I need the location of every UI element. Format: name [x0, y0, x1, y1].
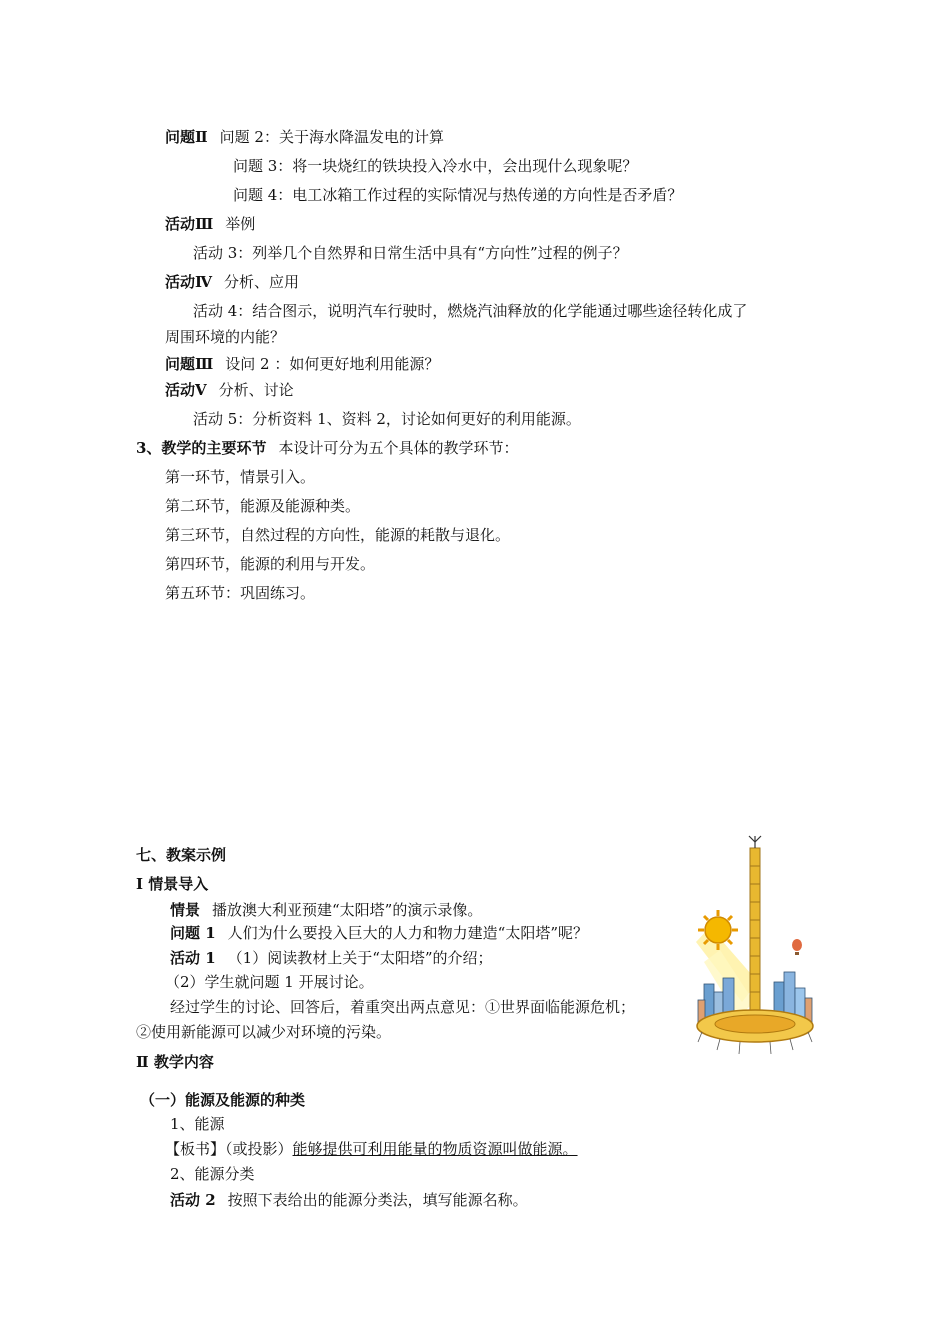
step-2: 第二环节，能源及能源种类。 [165, 497, 361, 515]
activity-2-text: 按照下表给出的能源分类法，填写能源名称。 [227, 1191, 528, 1209]
board-row [165, 1139, 578, 1159]
step-5: 第五环节：巩固练习。 [165, 584, 316, 602]
solar-tower-illustration [690, 832, 818, 1060]
subsection-i-heading: Ⅰ 情景导入 [136, 875, 209, 893]
sun-icon [698, 910, 738, 950]
activity-iii-heading: 活动Ⅲ [165, 215, 214, 233]
activity-iii-title: 举例 [225, 215, 256, 233]
step-4: 第四环节，能源的利用与开发。 [165, 555, 376, 573]
activity-5-text: 活动 5：分析资料 1、资料 2，讨论如何更好的利用能源。 [193, 410, 581, 428]
activity-4-text-line1: 活动 4：结合图示，说明汽车行驶时，燃烧汽油释放的化学能通过哪些途径转化成了 [193, 302, 748, 320]
activity-4-text-line2: 周围环境的内能？ [165, 328, 286, 346]
board-label: 【板书】 [165, 1140, 226, 1158]
scene-heading: 情景 [170, 901, 201, 919]
section-3-heading: 3、教学的主要环节 [136, 439, 267, 457]
activity-1-heading: 活动 1 [170, 949, 216, 967]
activity-iv-heading: 活动Ⅳ [165, 273, 213, 291]
scene-row [170, 900, 482, 920]
section-3-row [136, 438, 518, 458]
board-definition: 能够提供可利用能量的物质资源叫做能源。 [292, 1140, 578, 1158]
question-ii-heading: 问题Ⅱ [165, 128, 208, 146]
question-iii-heading: 问题Ⅲ [165, 355, 214, 373]
step-3: 第三环节，自然过程的方向性，能源的耗散与退化。 [165, 526, 511, 544]
section-3-intro: 本设计可分为五个具体的教学环节： [278, 439, 519, 457]
tower-icon [749, 836, 761, 1018]
item-2-classification: 2、能源分类 [170, 1165, 255, 1183]
item-1-energy: 1、能源 [170, 1115, 225, 1133]
activity-1-text2: （2）学生就问题 1 开展讨论。 [165, 973, 374, 991]
activity-v-heading: 活动Ⅴ [165, 381, 207, 399]
question-3-text: 问题 3：将一块烧红的铁块投入冷水中，会出现什么现象呢？ [233, 157, 638, 175]
section-7-heading: 七、教案示例 [136, 846, 227, 864]
subsection-ii-1-heading: （一）能源及能源的种类 [140, 1091, 306, 1109]
summary-line2: ②使用新能源可以减少对环境的污染。 [136, 1023, 392, 1041]
activity-2-heading: 活动 2 [170, 1191, 216, 1209]
balloon-icon [792, 939, 802, 955]
question-1-text: 人们为什么要投入巨大的人力和物力建造“太阳塔”呢？ [227, 924, 589, 942]
activity-iii-row [165, 214, 255, 234]
board-note: （或投影） [225, 1140, 293, 1158]
question-2-text: 问题 2：关于海水降温发电的计算 [219, 128, 444, 146]
activity-1-row [170, 948, 493, 968]
question-1-row [170, 923, 588, 943]
step-1: 第一环节，情景引入。 [165, 468, 316, 486]
question-iii-row [165, 354, 439, 374]
activity-1-text: （1）阅读教材上关于“太阳塔”的介绍； [227, 949, 493, 967]
summary-line1: 经过学生的讨论、回答后，着重突出两点意见：①世界面临能源危机； [170, 998, 636, 1016]
question-iii-title: 设问 2 ：如何更好地利用能源？ [225, 355, 440, 373]
scene-text: 播放澳大利亚预建“太阳塔”的演示录像。 [212, 901, 483, 919]
question-2-row [165, 127, 444, 147]
activity-v-row [165, 380, 294, 400]
subsection-ii-heading: Ⅱ 教学内容 [136, 1053, 214, 1071]
activity-iv-row [165, 272, 299, 292]
activity-v-title: 分析、讨论 [218, 381, 294, 399]
collector-base-icon [697, 1010, 813, 1054]
question-1-heading: 问题 1 [170, 924, 216, 942]
question-4-text: 问题 4：电工冰箱工作过程的实际情况与热传递的方向性是否矛盾？ [233, 186, 683, 204]
activity-2-row [170, 1190, 528, 1210]
activity-3-text: 活动 3：列举几个自然界和日常生活中具有“方向性”过程的例子？ [193, 244, 628, 262]
activity-iv-title: 分析、应用 [224, 273, 300, 291]
